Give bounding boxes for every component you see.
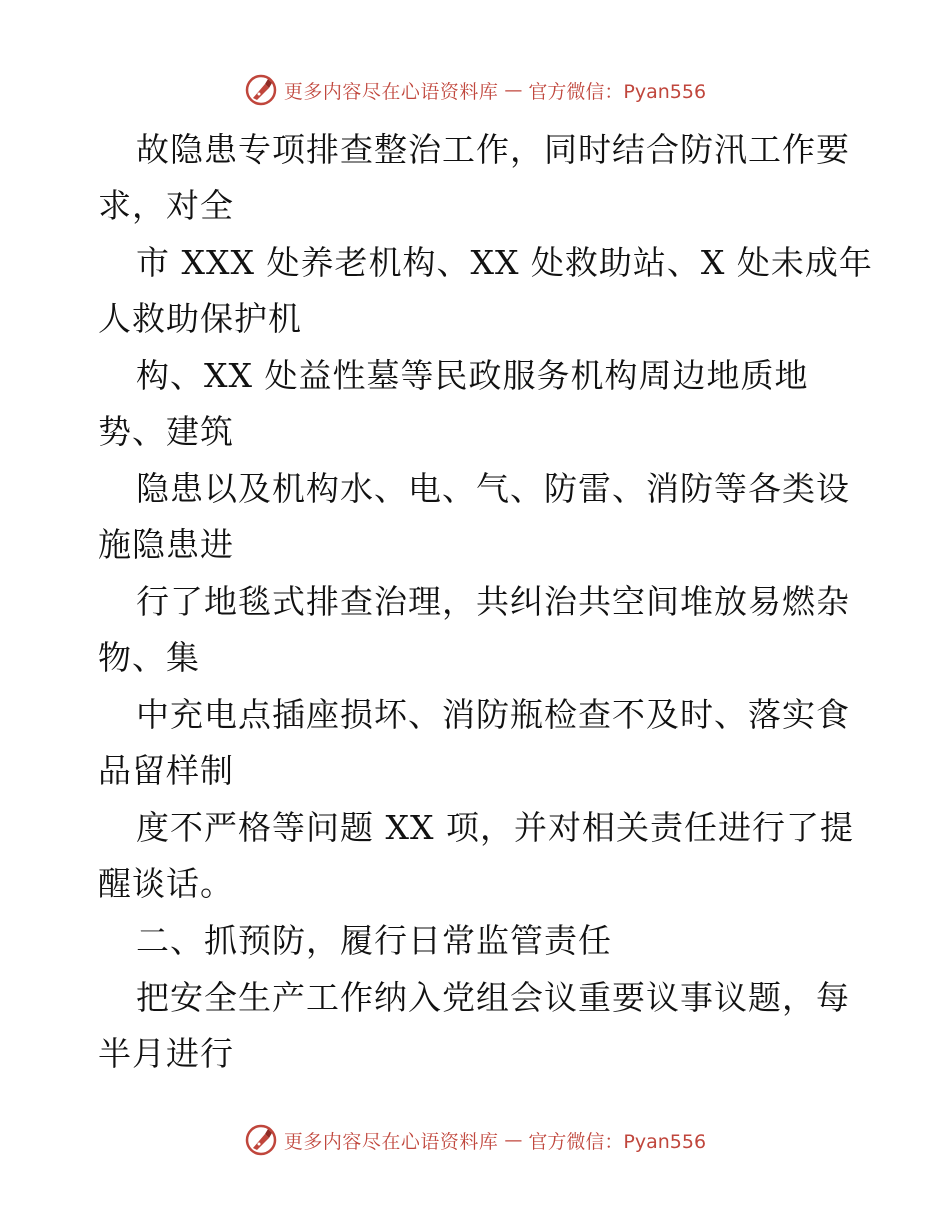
paragraph-line: 醒谈话。 <box>98 864 234 903</box>
paragraph-5 <box>98 574 858 686</box>
paragraph-line: 人救助保护机 <box>98 299 302 338</box>
paragraph-line: 把安全生产工作纳入党组会议重要议事议题，每 <box>136 978 850 1017</box>
pen-nib-logo-icon <box>244 1123 278 1157</box>
paragraph-line: 半月进行 <box>98 1034 234 1073</box>
paragraph-9 <box>98 970 858 1082</box>
footer-brand-text: 更多内容尽在心语资料库 <box>283 1130 499 1153</box>
footer-banner <box>0 1120 950 1160</box>
paragraph-line: 中充电点插座损坏、消防瓶检查不及时、落实食 <box>136 695 850 734</box>
paragraph-line: 市 XXX 处养老机构、XX 处救助站、X 处未成年 <box>136 243 873 282</box>
paragraph-line: 施隐患进 <box>98 525 234 564</box>
paragraph-3 <box>98 348 858 460</box>
header-dash: — <box>504 79 523 101</box>
paragraph-line: 物、集 <box>98 638 200 677</box>
header-wechat-text: 官方微信：Pyan556 <box>528 80 707 103</box>
paragraph-6 <box>98 687 858 799</box>
paragraph-1 <box>98 122 858 234</box>
footer-wechat-text: 官方微信：Pyan556 <box>528 1130 707 1153</box>
paragraph-line: 行了地毯式排查治理，共纠治共空间堆放易燃杂 <box>136 582 850 621</box>
section-heading <box>98 913 858 969</box>
paragraph-line: 势、建筑 <box>98 412 234 451</box>
paragraph-7 <box>98 800 858 912</box>
document-body <box>98 122 873 1083</box>
header-banner <box>0 70 950 110</box>
paragraph-line: 品留样制 <box>98 751 234 790</box>
paragraph-line: 度不严格等问题 XX 项，并对相关责任进行了提 <box>136 808 854 847</box>
heading-line: 二、抓预防，履行日常监管责任 <box>136 921 612 960</box>
paragraph-line: 隐患以及机构水、电、气、防雷、消防等各类设 <box>136 469 850 508</box>
pen-nib-logo-icon <box>244 73 278 107</box>
paragraph-line: 求，对全 <box>98 186 234 225</box>
paragraph-4 <box>98 461 858 573</box>
paragraph-line: 构、XX 处益性墓等民政服务机构周边地质地 <box>136 356 809 395</box>
footer-dash: — <box>504 1129 523 1151</box>
paragraph-line: 故隐患专项排查整治工作，同时结合防汛工作要 <box>136 130 850 169</box>
paragraph-2 <box>98 235 873 347</box>
header-brand-text: 更多内容尽在心语资料库 <box>283 80 499 103</box>
